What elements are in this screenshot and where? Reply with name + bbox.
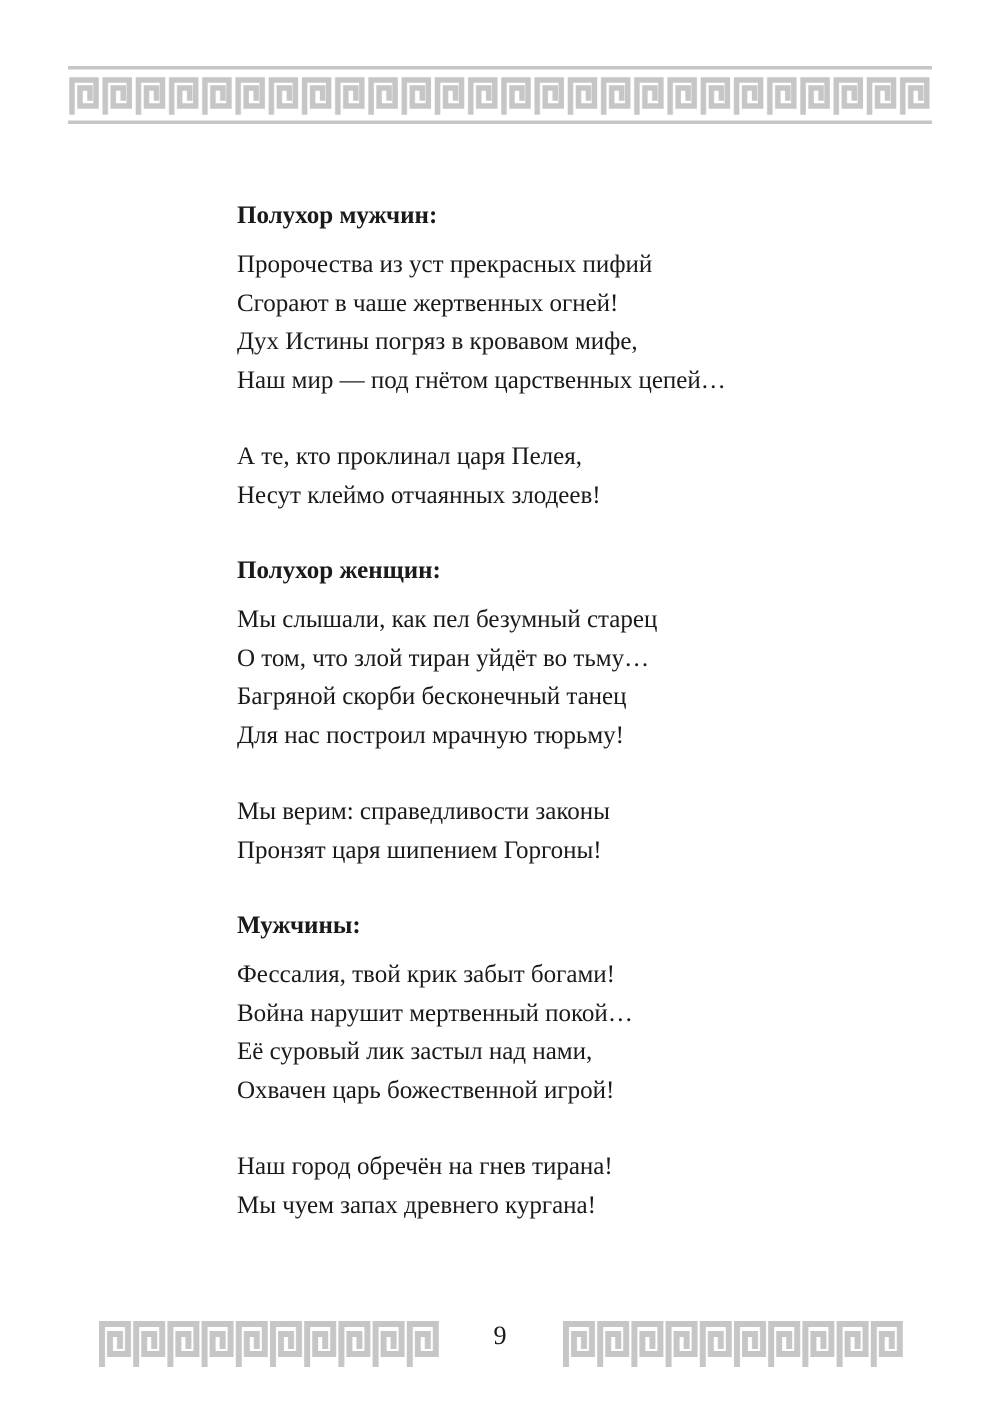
verse-line: Охвачен царь божественной игрой!	[237, 1076, 615, 1104]
stanza	[237, 438, 877, 515]
poem-section	[237, 910, 877, 1225]
verse-line: Мы слышали, как пел безумный старец	[237, 606, 658, 633]
speaker-heading: Мужчины:	[237, 912, 361, 939]
verse-line: Несут клеймо отчаянных злодеев!	[237, 481, 601, 509]
verse-line: Мы чуем запах древнего кургана!	[237, 1191, 596, 1219]
verse-line: Наш город обречён на гнев тирана!	[237, 1153, 613, 1180]
verse-line: Война нарушит мертвенный покой…	[237, 999, 633, 1027]
stanza	[237, 246, 877, 400]
speaker-heading: Полухор мужчин:	[237, 202, 438, 229]
verse-line: Пророчества из уст прекрасных пифий	[237, 251, 653, 278]
verse-line: Наш мир — под гнётом царственных цепей…	[237, 366, 726, 394]
verse-line: О том, что злой тиран уйдёт во тьму…	[237, 644, 650, 672]
verse-line: Мы верим: справедливости законы	[237, 798, 610, 825]
top-meander-border	[68, 66, 932, 124]
poem-section	[237, 555, 877, 870]
stanza	[237, 793, 877, 870]
stanza	[237, 1148, 877, 1225]
verse-line: Для нас построил мрачную тюрьму!	[237, 721, 624, 749]
verse-line: Её суровый лик застыл над нами,	[237, 1038, 593, 1065]
verse-line: Багряной скорби бесконечный танец	[237, 683, 627, 710]
verse-line: Дух Истины погряз в кровавом мифе,	[237, 328, 638, 355]
stanza	[237, 601, 877, 755]
verse-line: Пронзят царя шипением Горгоны!	[237, 836, 602, 864]
poem-section	[237, 200, 877, 515]
bottom-meander-left	[98, 1318, 440, 1368]
page-number: 9	[493, 1321, 507, 1350]
bottom-meander-right	[562, 1318, 904, 1368]
verse-line: Сгорают в чаше жертвенных огней!	[237, 289, 619, 317]
verse-line: Фессалия, твой крик забыт богами!	[237, 961, 616, 988]
poem-body	[237, 200, 877, 1225]
stanza	[237, 956, 877, 1110]
verse-line: А те, кто проклинал царя Пелея,	[237, 443, 582, 470]
speaker-heading: Полухор женщин:	[237, 557, 441, 584]
